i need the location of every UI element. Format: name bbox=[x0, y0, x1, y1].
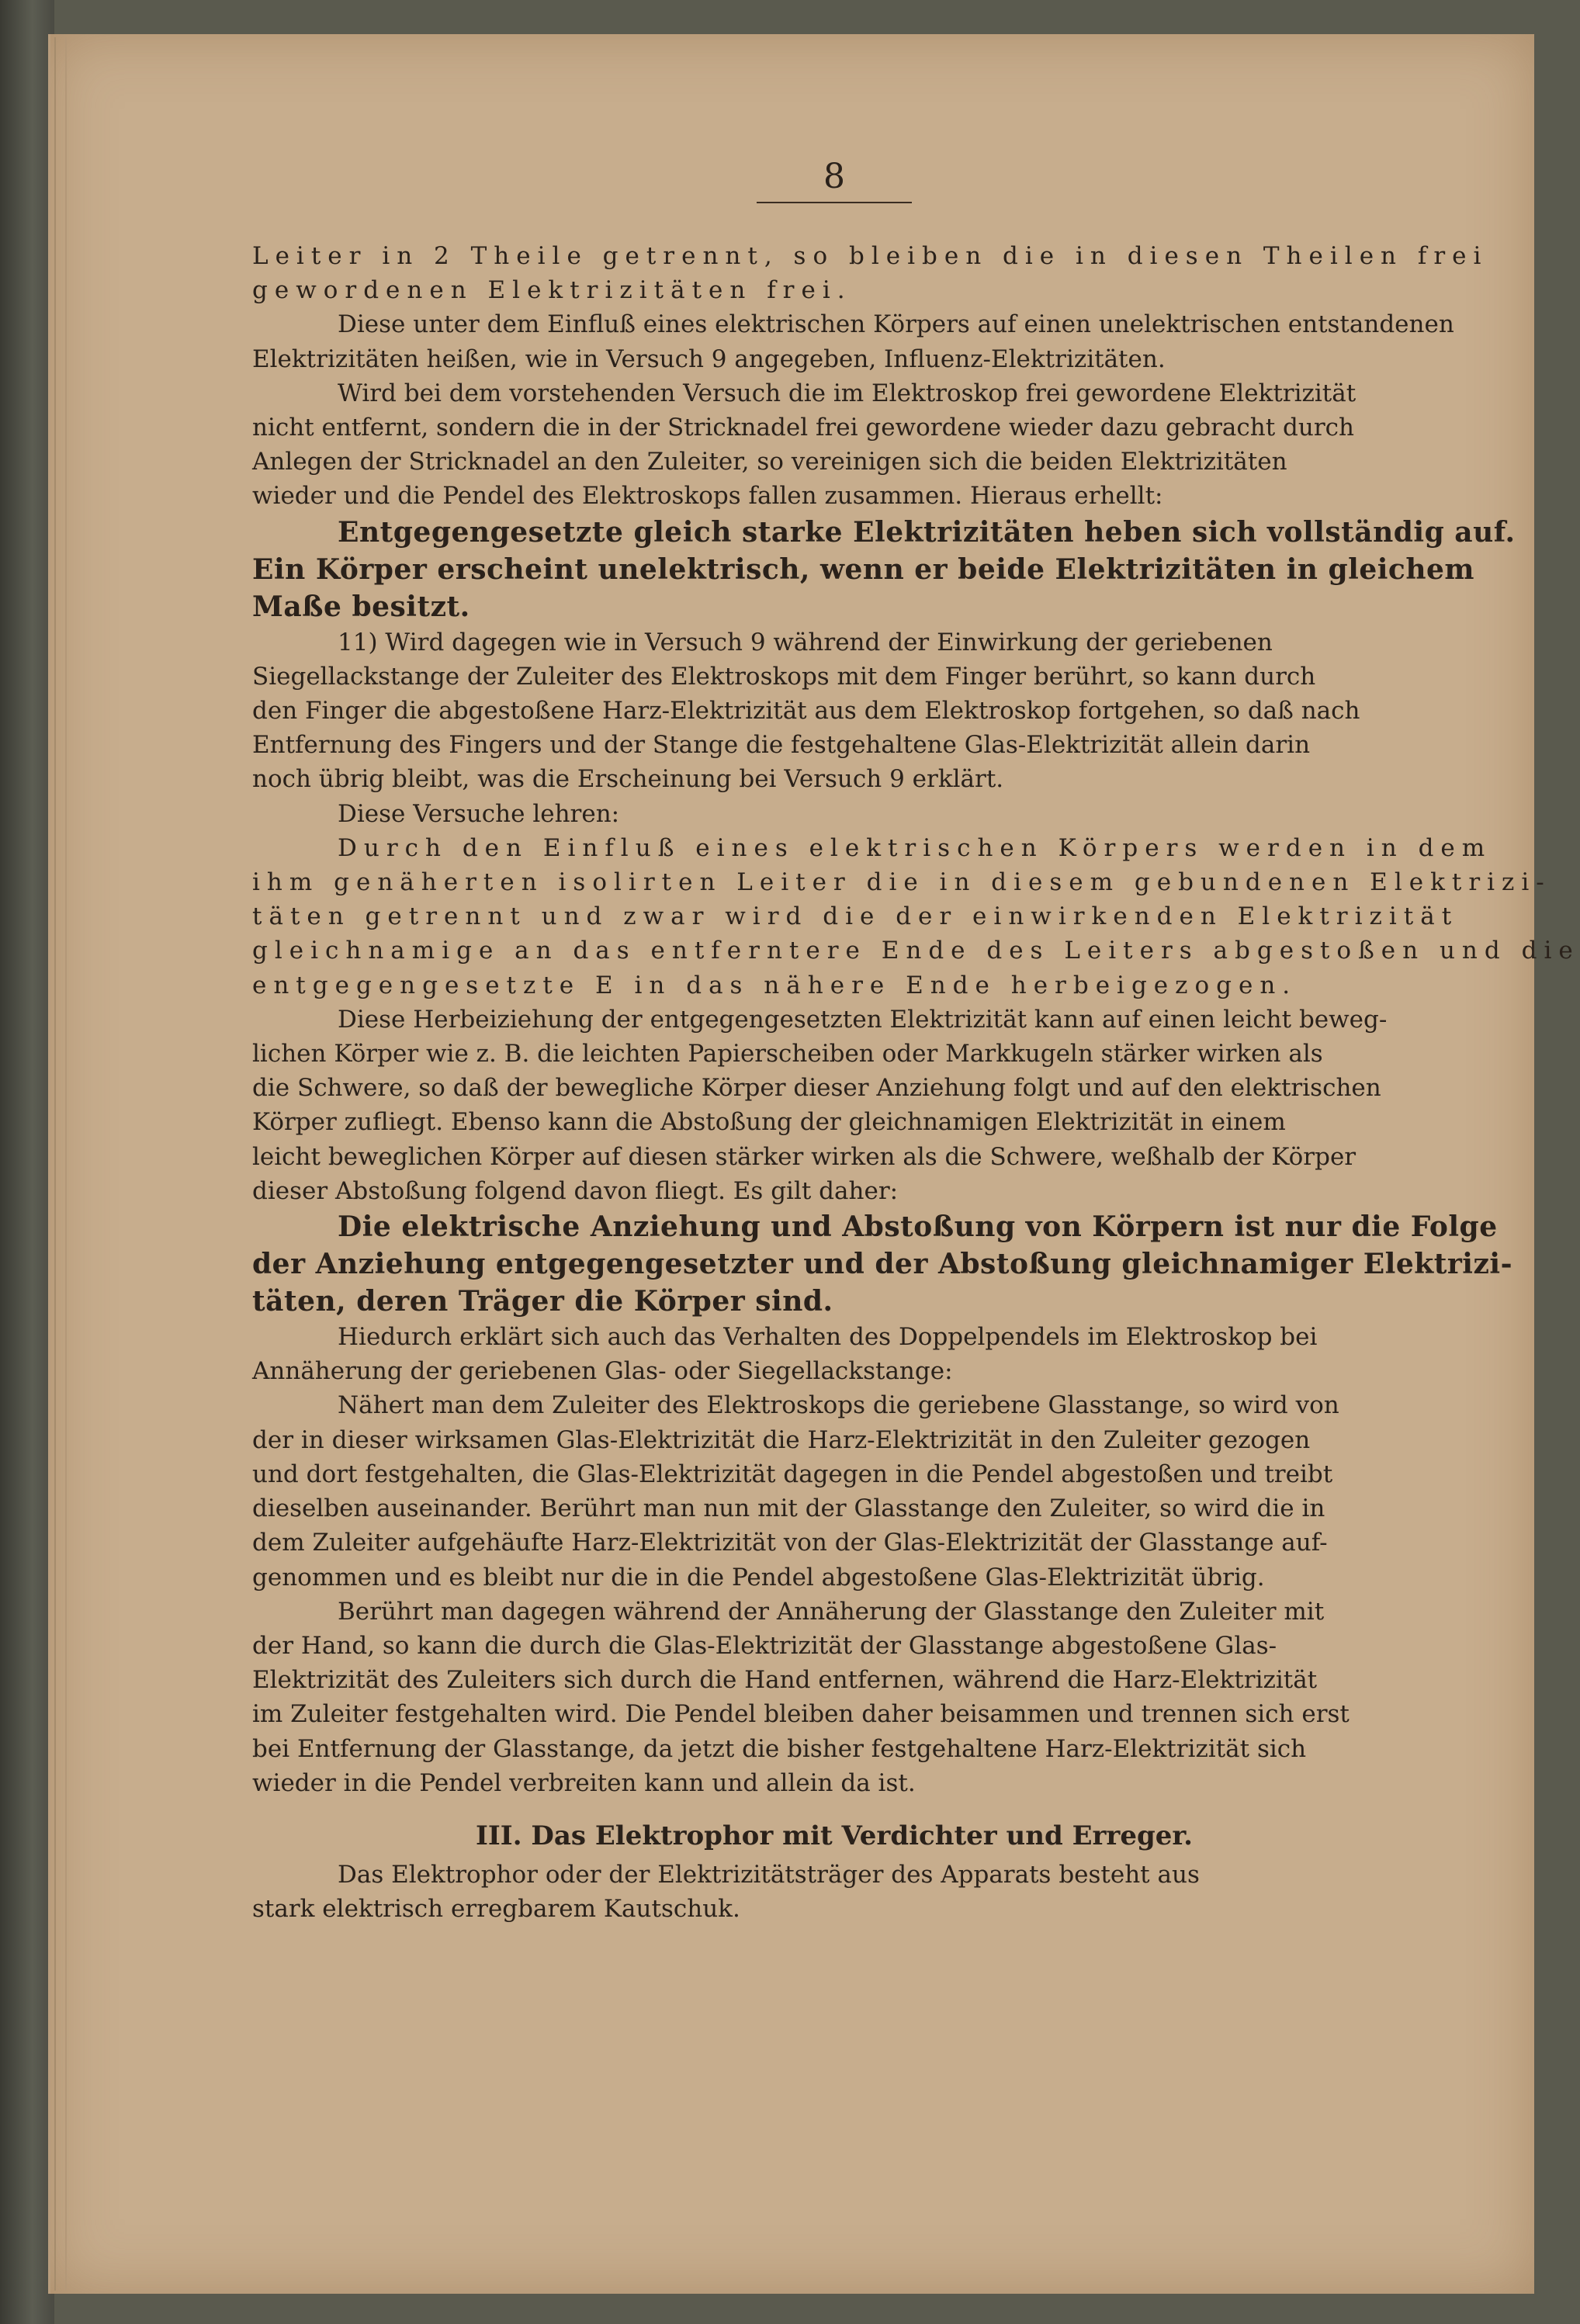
spaced-text-line: Durch den Einfluß eines elektrischen Körpers werden in dem bbox=[338, 833, 1492, 862]
page-number-rule bbox=[757, 202, 912, 203]
page-edge bbox=[54, 37, 67, 2291]
text-line: der Hand, so kann die durch die Glas-Elektrizität der Glasstange abgestoßene Glas- bbox=[252, 1631, 1277, 1660]
bold-statement-line: Entgegengesetzte gleich starke Elektrizitäten heben sich vollständig auf. bbox=[338, 515, 1516, 549]
text-line: genommen und es bleibt nur die in die Pendel abgestoßene Glas-Elektrizität übrig. bbox=[252, 1563, 1265, 1591]
text-line: Diese Versuche lehren: bbox=[338, 799, 620, 828]
section-heading: III. Das Elektrophor mit Verdichter und Erreger. bbox=[475, 1820, 1193, 1851]
bold-statement-line: der Anziehung entgegengesetzter und der Abstoßung gleichnamiger Elektrizi- bbox=[252, 1248, 1513, 1281]
page-number: 8 bbox=[823, 157, 845, 196]
text-line: 11) Wird dagegen wie in Versuch 9 während der Einwirkung der geriebenen bbox=[338, 628, 1273, 656]
text-line: Berührt man dagegen während der Annäherung der Glasstange den Zuleiter mit bbox=[338, 1597, 1325, 1626]
book-binding bbox=[0, 0, 54, 2324]
text-line: Diese Herbeiziehung der entgegengesetzten Elektrizität kann auf einen leicht beweg- bbox=[338, 1005, 1388, 1034]
text-line: dieser Abstoßung folgend davon fliegt. Es gilt daher: bbox=[252, 1176, 899, 1205]
text-line: Hiedurch erklärt sich auch das Verhalten des Doppelpendels im Elektroskop bei bbox=[338, 1323, 1318, 1352]
text-line: wieder und die Pendel des Elektroskops fallen zusammen. Hieraus erhellt: bbox=[252, 482, 1163, 511]
text-line: leicht beweglichen Körper auf diesen stärker wirken als die Schwere, weßhalb der Körper bbox=[252, 1142, 1357, 1171]
spaced-text-line: ihm genäherten isolirten Leiter die in diesem gebundenen Elektrizi- bbox=[252, 868, 1551, 897]
text-line: Annäherung der geriebenen Glas- oder Siegellackstange: bbox=[252, 1357, 953, 1386]
bold-statement-line: Die elektrische Anziehung und Abstoßung von Körpern ist nur die Folge bbox=[338, 1210, 1498, 1244]
text-line: wieder in die Pendel verbreiten kann und allein da ist. bbox=[252, 1768, 916, 1797]
bold-statement-line: Maße besitzt. bbox=[252, 590, 470, 623]
text-line: dieselben auseinander. Berührt man nun mit der Glasstange den Zuleiter, so wird die in bbox=[252, 1494, 1325, 1523]
text-line: noch übrig bleibt, was die Erscheinung bei Versuch 9 erklärt. bbox=[252, 765, 1004, 794]
bold-statement-line: täten, deren Träger die Körper sind. bbox=[252, 1285, 833, 1318]
text-line: Elektrizität des Zuleiters sich durch die Hand entfernen, während die Harz-Elektrizität bbox=[252, 1666, 1318, 1695]
text-line: Nähert man dem Zuleiter des Elektroskops die geriebene Glasstange, so wird von bbox=[338, 1391, 1339, 1420]
text-line: Siegellackstange der Zuleiter des Elektroskops mit dem Finger berührt, so kann durch bbox=[252, 662, 1316, 691]
text-line: die Schwere, so daß der bewegliche Körper dieser Anziehung folgt und auf den elektrischen bbox=[252, 1074, 1381, 1103]
spaced-text-line: gleichnamige an das entferntere Ende des Leiters abgestoßen und die bbox=[252, 937, 1580, 965]
text-line: gewordenen Elektrizitäten frei. bbox=[252, 276, 852, 305]
bold-statement-line: Ein Körper erscheint unelektrisch, wenn er beide Elektrizitäten in gleichem bbox=[252, 552, 1474, 586]
text-line: Wird bei dem vorstehenden Versuch die im Elektroskop frei gewordene Elektrizität bbox=[338, 379, 1357, 407]
text-line: Körper zufliegt. Ebenso kann die Abstoßung der gleichnamigen Elektrizität in einem bbox=[252, 1108, 1286, 1137]
text-line: Diese unter dem Einfluß eines elektrischen Körpers auf einen unelektrischen entstandenen bbox=[338, 310, 1454, 339]
text-line: stark elektrisch erregbarem Kautschuk. bbox=[252, 1895, 740, 1924]
text-line: Entfernung des Fingers und der Stange die festgehaltene Glas-Elektrizität allein darin bbox=[252, 731, 1311, 760]
text-line: der in dieser wirksamen Glas-Elektrizität die Harz-Elektrizität in den Zuleiter gezogen bbox=[252, 1425, 1311, 1454]
text-line: Elektrizitäten heißen, wie in Versuch 9 angegeben, Influenz-Elektrizitäten. bbox=[252, 345, 1166, 373]
text-line: nicht entfernt, sondern die in der Stricknadel frei gewordene wieder dazu gebracht durch bbox=[252, 414, 1354, 442]
text-line: im Zuleiter festgehalten wird. Die Pendel bleiben daher beisammen und trennen sich erst bbox=[252, 1700, 1350, 1729]
text-line: bei Entfernung der Glasstange, da jetzt die bisher festgehaltene Harz-Elektrizität sich bbox=[252, 1734, 1307, 1763]
spaced-text-line: täten getrennt und zwar wird die der einwirkenden Elektrizität bbox=[252, 902, 1459, 931]
text-line: Anlegen der Stricknadel an den Zuleiter, so vereinigen sich die beiden Elektrizitäten bbox=[252, 448, 1287, 476]
text-line: Das Elektrophor oder der Elektrizitätsträger des Apparats besteht aus bbox=[338, 1860, 1200, 1889]
text-line: Leiter in 2 Theile getrennt, so bleiben die in diesen Theilen frei bbox=[252, 242, 1488, 270]
text-line: und dort festgehalten, die Glas-Elektrizität dagegen in die Pendel abgestoßen und treibt bbox=[252, 1460, 1333, 1488]
text-line: den Finger die abgestoßene Harz-Elektrizität aus dem Elektroskop fortgehen, so daß nach bbox=[252, 697, 1360, 726]
text-line: lichen Körper wie z. B. die leichten Papierscheiben oder Markkugeln stärker wirken als bbox=[252, 1040, 1323, 1068]
page-text bbox=[252, 155, 1580, 1926]
text-line: dem Zuleiter aufgehäufte Harz-Elektrizität von der Glas-Elektrizität der Glasstange auf- bbox=[252, 1529, 1328, 1557]
spaced-text-line: entgegengesetzte E in das nähere Ende herbeigezogen. bbox=[252, 971, 1298, 999]
